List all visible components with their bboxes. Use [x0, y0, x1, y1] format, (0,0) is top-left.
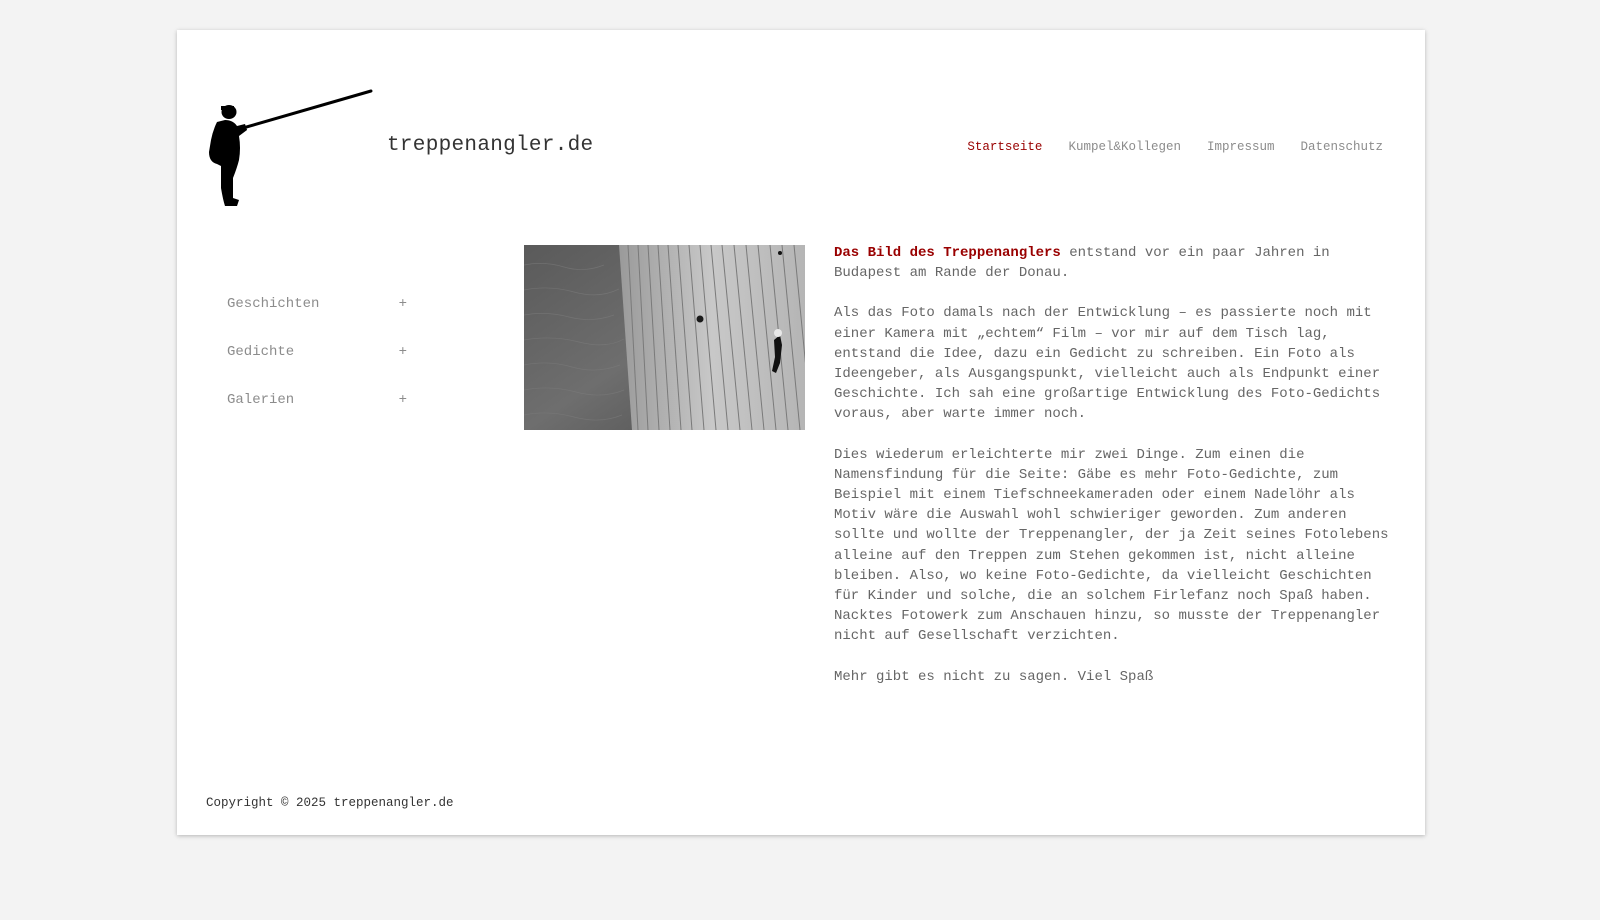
sidebar-item-label[interactable]: Geschichten [227, 296, 320, 312]
sidebar-item-geschichten[interactable] [227, 280, 407, 328]
nav-kumpel-kollegen[interactable]: Kumpel&Kollegen [1068, 140, 1181, 154]
stairs-photo [524, 245, 805, 430]
lead-text: Das Bild des Treppenanglers [834, 245, 1061, 261]
intro-text: entstand vor ein paar Jahren in Budapest am Rande der Donau. [834, 245, 1330, 282]
sidebar-item-label[interactable]: Gedichte [227, 344, 295, 360]
sidebar-item-galerien[interactable] [227, 376, 407, 424]
sidebar-item-label[interactable]: Galerien [227, 392, 295, 408]
expand-icon[interactable]: + [398, 344, 407, 360]
nav-startseite[interactable]: Startseite [967, 140, 1043, 154]
paragraph-2: Als das Foto damals nach der Entwicklung – es passierte noch mit einer Kamera mit „echtem“ Film – vor mir auf dem Tisch lag, entstand die Idee, dazu ein Gedicht zu schreiben. Ein Foto als Ideengeber, als Ausgangspunkt, vielleicht auch als Endpunkt einer Geschichte. Ich sah eine großartige Entwicklung des Foto-Gedichts voraus, aber warte immer noch. [834, 305, 1381, 423]
page-container [177, 30, 1425, 835]
angler-logo-icon[interactable] [203, 60, 373, 210]
expand-icon[interactable]: + [398, 392, 407, 408]
paragraph-3: Dies wiederum erleichterte mir zwei Dinge. Zum einen die Namensfindung für die Seite: Gäbe es mehr Foto-Gedichte, zum Beispiel mit einem Tiefschneekameraden oder einem Nadelöhr als Motiv wäre die Auswahl wohl schwieriger geworden. Zum anderen sollte und wollte der Treppenangler, der ja Zeit seines Fotolebens alleine auf den Treppen zum Stehen gekommen ist, nicht alleine bleiben. Also, wo keine Foto-Gedichte, da vielleicht Geschichten für Kinder und solche, die an solchem Firlefanz noch Spaß haben. Nacktes Fotowerk zum Anschauen hinzu, so musste der Treppenangler nicht auf Gesellschaft verzichten. [834, 446, 1389, 645]
site-title[interactable]: treppenangler.de [387, 134, 594, 157]
sidebar [227, 280, 407, 424]
main-nav [967, 140, 1383, 154]
nav-datenschutz[interactable]: Datenschutz [1300, 140, 1383, 154]
expand-icon[interactable]: + [398, 296, 407, 312]
intro-paragraph [834, 243, 1399, 283]
main-content [834, 243, 1399, 707]
sidebar-item-gedichte[interactable] [227, 328, 407, 376]
paragraph-4: Mehr gibt es nicht zu sagen. Viel Spaß [834, 668, 1154, 685]
nav-impressum[interactable]: Impressum [1206, 140, 1275, 154]
footer-copyright: Copyright © 2025 treppenangler.de [206, 796, 454, 810]
